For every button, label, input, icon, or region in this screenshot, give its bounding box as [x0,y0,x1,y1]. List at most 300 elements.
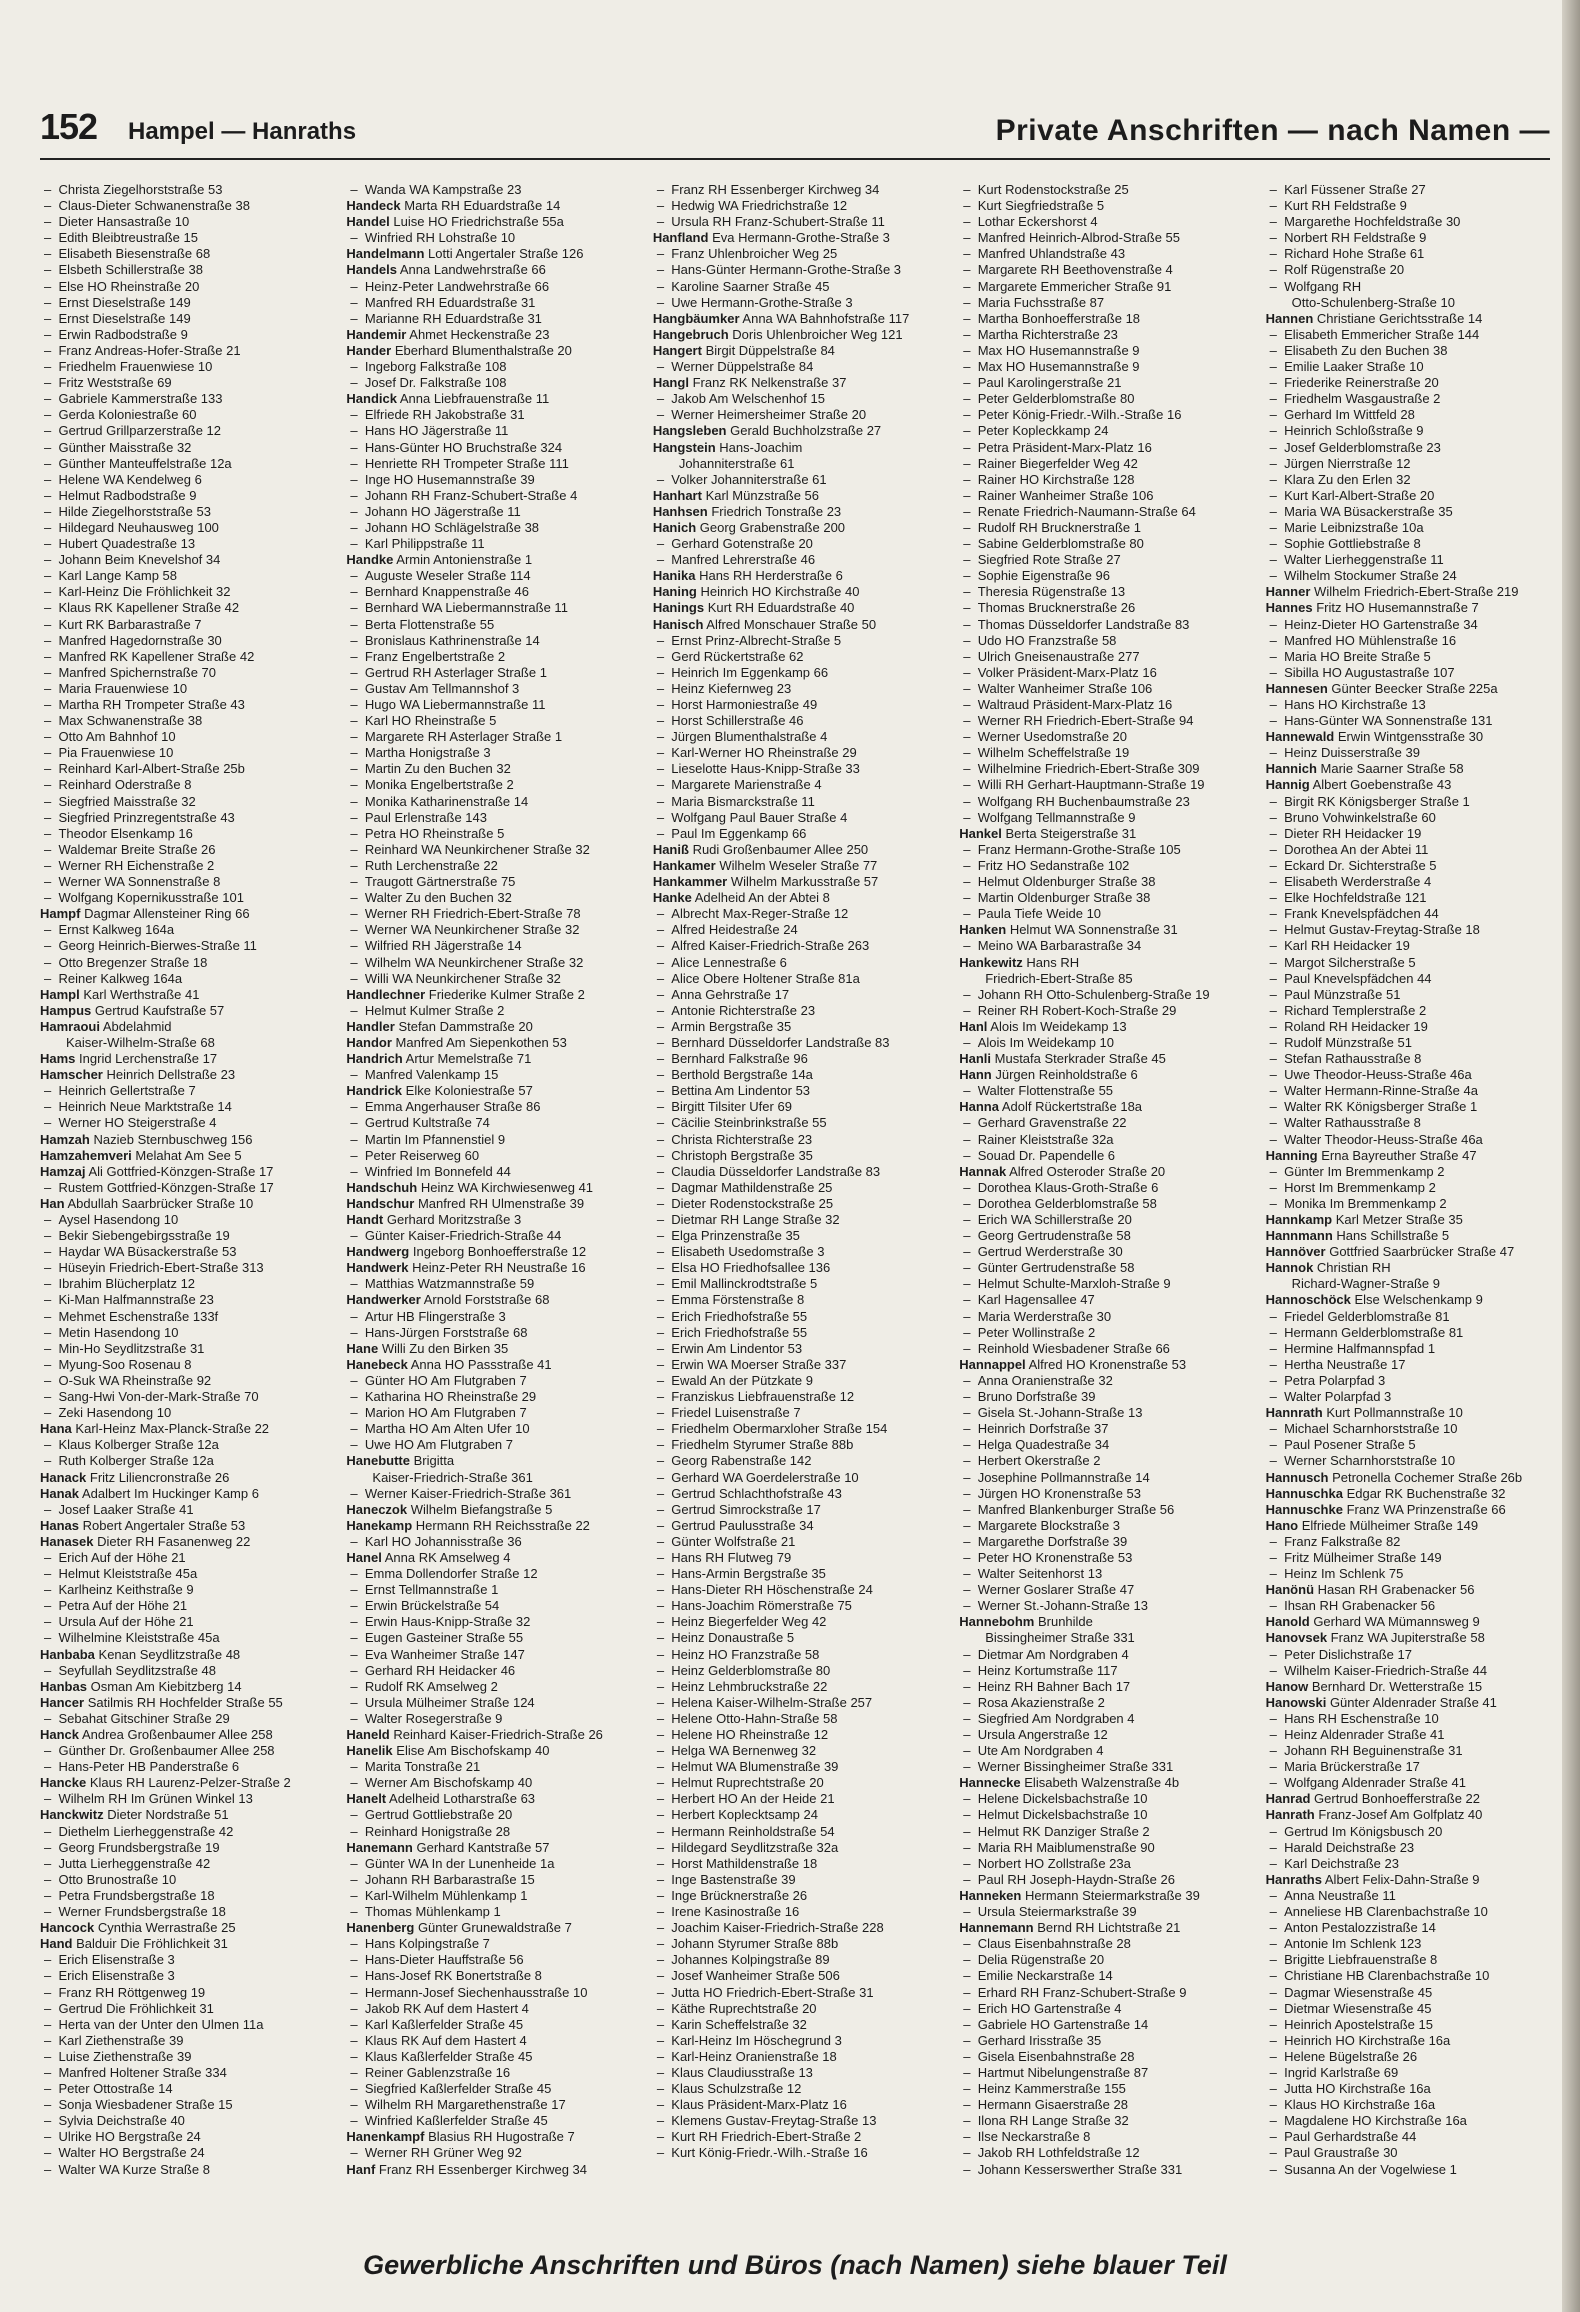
directory-entry: – Hermann Gisaerstraße 28 [959,2097,1255,2113]
surname-entry [40,906,336,922]
directory-entry: – Cäcilie Steinbrinkstraße 55 [653,1115,949,1131]
surname-entry [346,1502,642,1518]
directory-entry: – Siegfried Rote Straße 27 [959,552,1255,568]
surname-entry [346,1840,642,1856]
directory-entry: – Claudia Düsseldorfer Landstraße 83 [653,1164,949,1180]
directory-entry: – Hans-Günter WA Sonnenstraße 131 [1266,713,1562,729]
directory-entry: – Heinz Kiefernweg 23 [653,681,949,697]
directory-entry: – Josef Wanheimer Straße 506 [653,1968,949,1984]
directory-entry: – Pia Frauenwiese 10 [40,745,336,761]
surname-entry [1266,1148,1562,1164]
directory-entry: – Georg Heinrich-Bierwes-Straße 11 [40,938,336,954]
directory-entry: – Maria Fuchsstraße 87 [959,295,1255,311]
directory-entry: – Hans-Peter HB Panderstraße 6 [40,1759,336,1775]
directory-entry: – Martin Oldenburger Straße 38 [959,890,1255,906]
directory-entry: – Marion HO Am Flutgraben 7 [346,1405,642,1421]
directory-entry: – Sophie Eigenstraße 96 [959,568,1255,584]
surname: Hancke [40,1775,87,1791]
surname-entry [653,504,949,520]
entry-details: Hans RH [1026,954,1080,970]
directory-entry: – Monika Im Bremmenkamp 2 [1266,1196,1562,1212]
surname: Hannig [1265,777,1310,793]
directory-entry: – Friedel Luisenstraße 7 [653,1405,949,1421]
entry-details: Dieter RH Fasanenweg 22 [97,1533,251,1549]
directory-entry: – Emma Förstenstraße 8 [653,1292,949,1308]
directory-entry: – Reinhard Karl-Albert-Straße 25b [40,761,336,777]
directory-entry: – Walter HO Bergstraße 24 [40,2145,336,2161]
entry-details: Karl Münzstraße 56 [705,487,819,503]
directory-entry: – Antonie Im Schlenk 123 [1266,1936,1562,1952]
surname-entry [1266,1470,1562,1486]
entry-details: Robert Angertaler Straße 53 [82,1517,246,1533]
directory-entry: – Josef Gelderblomstraße 23 [1266,440,1562,456]
directory-entry: – Gertrud Paulusstraße 34 [653,1518,949,1534]
surname-entry [653,600,949,616]
directory-entry: – O-Suk WA Rheinstraße 92 [40,1373,336,1389]
directory-entry: – Jakob Am Welschenhof 15 [653,391,949,407]
directory-entry: – Johann Beim Knevelshof 34 [40,552,336,568]
entry-details: Gerald Buchholzstraße 27 [730,423,882,439]
directory-entry: – Paul Münzstraße 51 [1266,987,1562,1003]
surname-entry [40,1486,336,1502]
directory-entry: – Helmut Kulmer Straße 2 [346,1003,642,1019]
directory-entry: – Hans-Dieter RH Höschenstraße 24 [653,1582,949,1598]
surname: Haneld [346,1727,390,1742]
surname-entry [1266,729,1562,745]
directory-entry: – Heinz Im Schlenk 75 [1266,1566,1562,1582]
surname: Handwerker [346,1292,421,1308]
directory-entry: – Horst Harmoniestraße 49 [653,697,949,713]
directory-entry: – Klara Zu den Erlen 32 [1266,472,1562,488]
surname-entry [959,922,1255,938]
surname: Hampus [40,1002,92,1018]
directory-entry: – Luise Ziethenstraße 39 [40,2049,336,2065]
directory-entry: – Friedhelm Wasgaustraße 2 [1266,391,1562,407]
header-name-range: Hampel — Hanraths [128,118,357,145]
directory-entry: – Kurt König-Friedr.-Wilh.-Straße 16 [653,2145,949,2161]
entry-details: Alfred Osteroder Straße 20 [1009,1163,1166,1179]
directory-entry: – Georg Rabenstraße 142 [653,1453,949,1469]
directory-entry: – Bettina Am Lindentor 53 [653,1083,949,1099]
directory-entry: – Georg Gertrudenstraße 58 [959,1228,1255,1244]
directory-entry: – Martin Im Pfannenstiel 9 [346,1132,642,1148]
entry-details: Gerhard Moritzstraße 3 [386,1212,522,1227]
directory-entry: – Lothar Eckershorst 4 [959,214,1255,230]
surname-entry [346,1260,642,1276]
surname: Hanebeck [346,1356,408,1372]
directory-entry: – Helmut Gustav-Freytag-Straße 18 [1266,922,1562,938]
surname: Hangert [652,342,702,358]
entry-details: Jürgen Reinholdstraße 6 [995,1067,1138,1083]
directory-entry: – Thomas Düsseldorfer Landstraße 83 [959,617,1255,633]
directory-entry: – Claus-Dieter Schwanenstraße 38 [40,198,336,214]
surname-entry [346,1019,642,1035]
directory-entry: – Horst Im Bremmenkamp 2 [1266,1180,1562,1196]
directory-entry: – Rudolf RH Brucknerstraße 1 [959,520,1255,536]
entry-details: Georg Grabenstraße 200 [699,519,846,535]
surname: Hanck [40,1727,80,1742]
surname-entry [653,617,949,633]
surname: Handwerk [346,1260,409,1276]
directory-entry: – Manfred Valenkamp 15 [346,1067,642,1083]
surname-entry [1266,1486,1562,1502]
surname-entry [1266,777,1562,793]
entry-details: Edgar RK Buchenstraße 32 [1346,1485,1506,1501]
directory-entry: – Maria HO Breite Straße 5 [1266,649,1562,665]
entry-details: Bernhard Dr. Wetterstraße 15 [1311,1678,1483,1694]
entry-details: Anna WA Bahnhofstraße 117 [742,310,910,326]
directory-entry: – Marita Tonstraße 21 [346,1759,642,1775]
directory-entry: – Hans-Armin Bergstraße 35 [653,1566,949,1582]
directory-entry: – Walter Seitenhorst 13 [959,1566,1255,1582]
surname: Hanhart [652,487,702,503]
surname-entry [40,1003,336,1019]
directory-entry: – Käthe Ruprechtstraße 20 [653,2001,949,2017]
entry-details: Gerhard WA Mümannsweg 9 [1313,1614,1480,1630]
entry-details: Ingeborg Bonhoefferstraße 12 [412,1244,587,1260]
directory-entry: – Sylvia Deichstraße 40 [40,2113,336,2129]
directory-entry: – Heinz-Dieter HO Gartenstraße 34 [1266,617,1562,633]
page-footer-note: Gewerbliche Anschriften und Büros (nach Namen) siehe blauer Teil [363,2250,1227,2280]
entry-details: Eva Hermann-Grothe-Straße 3 [712,230,890,246]
directory-entry: – Zeki Hasendong 10 [40,1405,336,1421]
directory-entry: – Sang-Hwi Von-der-Mark-Straße 70 [40,1389,336,1405]
directory-entry: – Walter Rosegerstraße 9 [346,1711,642,1727]
directory-entry: – Wolfgang RH [1266,279,1562,295]
directory-entry: – Rainer Wanheimer Straße 106 [959,488,1255,504]
surname-entry [346,2129,642,2145]
directory-entry: – Herbert Okerstraße 2 [959,1453,1255,1469]
directory-entry: – Edith Bleibtreustraße 15 [40,230,336,246]
directory-entry: – Uwe HO Am Flutgraben 7 [346,1437,642,1453]
directory-entry: – Fritz Weststraße 69 [40,375,336,391]
directory-entry: – Franz RH Essenberger Kirchweg 34 [653,182,949,198]
directory-entry: – Wolfgang Tellmannstraße 9 [959,810,1255,826]
directory-entry: – Hans RH Flutweg 79 [653,1550,949,1566]
directory-entry: – Souad Dr. Papendelle 6 [959,1148,1255,1164]
directory-entry: – Otto Am Bahnhof 10 [40,729,336,745]
entry-details: Adalbert Im Huckinger Kamp 6 [81,1485,259,1501]
entry-details: Friederike Kulmer Straße 2 [428,986,585,1002]
directory-entry: – Erwin Haus-Knipp-Straße 32 [346,1614,642,1630]
surname: Hannöver [1265,1244,1326,1260]
surname: Hanfland [652,230,709,246]
directory-entry: – Thomas Mühlenkamp 1 [346,1904,642,1920]
directory-entry: – Dietmar RH Lange Straße 32 [653,1212,949,1228]
surname-entry [346,1743,642,1759]
directory-entry: – Werner RH Eichenstraße 2 [40,858,336,874]
directory-entry: – Volker Präsident-Marx-Platz 16 [959,665,1255,681]
directory-entry: – Günter Wolfstraße 21 [653,1534,949,1550]
directory-entry: – Frank Knevelspfädchen 44 [1266,906,1562,922]
directory-entry: – Helmut Ruprechtstraße 20 [653,1775,949,1791]
directory-entry: – Karl-Werner HO Rheinstraße 29 [653,745,949,761]
entry-details: Dagmar Allensteiner Ring 66 [84,906,250,922]
directory-entry: – Werner RH Friedrich-Ebert-Straße 94 [959,713,1255,729]
surname-entry [346,214,642,230]
directory-entry: – Gertrud Schlachthofstraße 43 [653,1486,949,1502]
directory-entry: – Dieter Hansastraße 10 [40,214,336,230]
directory-entry: – Metin Hasendong 10 [40,1325,336,1341]
entry-details: Abdelahmid [102,1018,172,1034]
surname: Hannes [1265,600,1313,616]
directory-entry: – Franz Falkstraße 82 [1266,1534,1562,1550]
directory-entry: – Elisabeth Zu den Buchen 38 [1266,343,1562,359]
entry-details: Willi Zu den Birken 35 [381,1340,509,1356]
entry-details: Adolf Rückertstraße 18a [1001,1099,1143,1115]
surname: Hanenberg [346,1920,415,1936]
surname-entry [1266,1679,1562,1695]
surname-entry [959,1920,1255,1936]
entry-details: Franz RK Nelkenstraße 37 [692,375,847,391]
directory-entry: – Maria RH Maiblumenstraße 90 [959,1840,1255,1856]
entry-details: Fritz HO Husemannstraße 7 [1316,600,1479,616]
directory-entry: – Elga Prinzenstraße 35 [653,1228,949,1244]
directory-entry: – Hubert Quadestraße 13 [40,536,336,552]
entry-details: Alfred HO Kronenstraße 53 [1028,1356,1187,1372]
entry-continuation: Kaiser-Wilhelm-Straße 68 [66,1034,215,1050]
directory-entry: – Magdalene HO Kirchstraße 16a [1266,2113,1562,2129]
directory-entry: – Christoph Bergstraße 35 [653,1148,949,1164]
directory-entry: – Ruth Kolberger Straße 12a [40,1453,336,1469]
directory-entry: – Peter König-Friedr.-Wilh.-Straße 16 [959,407,1255,423]
directory-entry: – Heinz-Peter Landwehrstraße 66 [346,279,642,295]
directory-entry: – Petra Polarpfad 3 [1266,1373,1562,1389]
entry-details: Franz WA Prinzenstraße 66 [1346,1501,1506,1517]
entry-details: Hans RH Herderstraße 6 [699,568,843,584]
directory-entry: – Eckard Dr. Sichterstraße 5 [1266,858,1562,874]
surname: Hanas [40,1517,80,1533]
directory-entry: – Hartmut Nibelungenstraße 87 [959,2065,1255,2081]
surname: Haneczok [346,1501,408,1517]
directory-entry: – Hans-Josef RK Bonertstraße 8 [346,1968,642,1984]
directory-entry: – Karl HO Rheinstraße 5 [346,713,642,729]
directory-entry: – Erich Friedhofstraße 55 [653,1325,949,1341]
directory-entry: – Ursula RH Franz-Schubert-Straße 11 [653,214,949,230]
directory-column-2 [346,182,642,2232]
surname: Hancer [40,1694,85,1710]
entry-details: Manfred Am Siepenkothen 53 [395,1034,567,1050]
directory-entry: – Heinz Biegerfelder Weg 42 [653,1614,949,1630]
directory-entry: – Walter Flottenstraße 55 [959,1083,1255,1099]
directory-entry: – Johann RH Barbarastraße 15 [346,1872,642,1888]
entry-details: Karl-Heinz Max-Planck-Straße 22 [75,1421,270,1437]
surname: Hannkamp [1265,1212,1333,1227]
entry-details: Nazieb Sternbuschweg 156 [93,1131,253,1147]
directory-entry: – Otto Brunostraße 10 [40,1872,336,1888]
surname: Hanckwitz [40,1807,104,1823]
directory-entry: – Karl-Heinz Im Höschegrund 3 [653,2033,949,2049]
directory-entry: – Friedhelm Styrumer Straße 88b [653,1437,949,1453]
directory-entry: – Monika Katharinenstraße 14 [346,794,642,810]
entry-details: Gerhard Kantstraße 57 [416,1839,550,1855]
entry-details: Franz-Josef Am Golfplatz 40 [1318,1807,1483,1823]
directory-entry: – Elisabeth Usedomstraße 3 [653,1244,949,1260]
directory-entry: – Margarete Marienstraße 4 [653,777,949,793]
directory-entry: – Harald Deichstraße 23 [1266,1840,1562,1856]
directory-entry: – Paul Posener Straße 5 [1266,1437,1562,1453]
directory-entry: – Margarethe Hochfeldstraße 30 [1266,214,1562,230]
directory-entry: – Winfried Kaßlerfelder Straße 45 [346,2113,642,2129]
entry-details: Adelheid An der Abtei 8 [694,890,830,906]
surname-entry [653,440,949,456]
directory-entry: – Gerhard RH Heidacker 46 [346,1663,642,1679]
directory-entry: – Manfred Holtener Straße 334 [40,2065,336,2081]
directory-entry: – Dorothea An der Abtei 11 [1266,842,1562,858]
entry-details: Kurt RH Eduardstraße 40 [707,600,855,616]
entry-details: Mustafa Sterkrader Straße 45 [994,1051,1166,1067]
surname: Hanner [1265,584,1311,600]
surname-entry [653,327,949,343]
directory-column-3 [653,182,949,2232]
directory-entry: – Heinz Gelderblomstraße 80 [653,1663,949,1679]
surname-entry [653,343,949,359]
directory-entry: – Fritz Mülheimer Straße 149 [1266,1550,1562,1566]
directory-entry: – Josef Laaker Straße 41 [40,1502,336,1518]
directory-entry: – Karl RH Heidacker 19 [1266,938,1562,954]
directory-entry: – Alois Im Weidekamp 10 [959,1035,1255,1051]
directory-entry: – Siegfried Kaßlerfelder Straße 45 [346,2081,642,2097]
directory-entry: – Alice Lennestraße 6 [653,955,949,971]
directory-entry: – Peter Wollinstraße 2 [959,1325,1255,1341]
surname: Hanneken [959,1887,1022,1903]
surname: Handschuh [346,1179,418,1195]
surname-entry [1266,1518,1562,1534]
directory-entry: – Emma Angerhauser Straße 86 [346,1099,642,1115]
directory-entry: – Michael Scharnhorststraße 10 [1266,1421,1562,1437]
directory-entry: – Werner Düppelstraße 84 [653,359,949,375]
directory-entry: – Kurt RH Friedrich-Ebert-Straße 2 [653,2129,949,2145]
surname: Hampf [40,906,81,922]
directory-entry: – Kurt Rodenstockstraße 25 [959,182,1255,198]
directory-entry: – Ruth Lerchenstraße 22 [346,858,642,874]
directory-entry: – Ursula Mülheimer Straße 124 [346,1695,642,1711]
directory-entry: – Paul Im Eggenkamp 66 [653,826,949,842]
directory-entry: – Heinrich Gellertstraße 7 [40,1083,336,1099]
surname: Handelmann [346,246,425,262]
entry-details: Friedrich Tonstraße 23 [711,503,842,519]
surname-entry [40,1647,336,1663]
directory-entry: – Richard Templerstraße 2 [1266,1003,1562,1019]
directory-entry: – Helmut Radbodstraße 9 [40,488,336,504]
surname-entry [346,1292,642,1308]
directory-entry: – Erich WA Schillerstraße 20 [959,1212,1255,1228]
directory-entry: – Gisela Eisenbahnstraße 28 [959,2049,1255,2065]
directory-entry: – Hans Kolpingstraße 7 [346,1936,642,1952]
surname: Hannmann [1265,1228,1333,1244]
directory-entry: – Ernst Dieselstraße 149 [40,295,336,311]
entry-details: Erwin Wintgensstraße 30 [1337,729,1484,745]
surname-entry [346,1196,642,1212]
surname-entry [959,955,1255,971]
surname: Hanow [1265,1678,1309,1694]
directory-entry: – Günther Maisstraße 32 [40,440,336,456]
directory-entry: – Rainer Biegerfelder Weg 42 [959,456,1255,472]
directory-entry: – Else HO Rheinstraße 20 [40,279,336,295]
directory-entry: – Peter Ottostraße 14 [40,2081,336,2097]
surname: Hankamer [652,857,716,873]
surname: Hannemann [959,1920,1034,1936]
surname-entry [653,311,949,327]
directory-column-5 [1266,182,1562,2232]
entry-details: Andrea Großenbaumer Allee 258 [81,1727,273,1742]
directory-entry: – Emil Mallinckrodtstraße 5 [653,1276,949,1292]
entry-details: Eberhard Blumenthalstraße 20 [394,342,572,358]
directory-entry: – Franz Uhlenbroicher Weg 25 [653,246,949,262]
surname: Hanekamp [346,1517,413,1533]
directory-entry: – Helmut Schulte-Marxloh-Straße 9 [959,1276,1255,1292]
directory-entry: – Christa Richterstraße 23 [653,1132,949,1148]
entry-details: Adelheid Lotharstraße 63 [389,1791,536,1807]
surname-entry [346,1357,642,1373]
entry-details: Anna Landwehrstraße 66 [399,262,546,278]
surname-entry [959,826,1255,842]
directory-entry: – Hildegard Neuhausweg 100 [40,520,336,536]
directory-entry: – Gerhard Irisstraße 35 [959,2033,1255,2049]
directory-entry: – Günther Dr. Großenbaumer Allee 258 [40,1743,336,1759]
directory-entry: – Sonja Wiesbadener Straße 15 [40,2097,336,2113]
directory-entry: – Erwin Brückelstraße 54 [346,1598,642,1614]
directory-entry: – Werner RH Grüner Weg 92 [346,2145,642,2161]
surname: Hanold [1265,1614,1310,1630]
surname-entry [40,1936,336,1952]
surname: Hane [346,1340,379,1356]
surname-entry [1266,600,1562,616]
surname: Hanönü [1265,1582,1315,1598]
entry-details: Gertrud Kaufstraße 57 [94,1002,225,1018]
directory-entry: – Friedhelm Obermarxloher Straße 154 [653,1421,949,1437]
directory-entry: – Hugo WA Liebermannstraße 11 [346,697,642,713]
entry-details: Melahat Am See 5 [135,1147,242,1163]
directory-entry: – Werner Heimersheimer Straße 20 [653,407,949,423]
entry-details: Satilmis RH Hochfelder Straße 55 [87,1694,283,1710]
entry-details: Hasan RH Grabenacker 56 [1317,1582,1475,1598]
directory-entry: – Antonie Richterstraße 23 [653,1003,949,1019]
directory-entry: – Erich HO Gartenstraße 4 [959,2001,1255,2017]
directory-entry: – Gertrud Simrockstraße 17 [653,1502,949,1518]
directory-entry: – Franz Hermann-Grothe-Straße 105 [959,842,1255,858]
surname-entry [40,1695,336,1711]
surname-entry [653,520,949,536]
directory-entry: – Renate Friedrich-Naumann-Straße 64 [959,504,1255,520]
entry-details: Klaus RH Laurenz-Pelzer-Straße 2 [89,1775,291,1791]
surname-entry [346,1212,642,1228]
surname-entry [653,584,949,600]
directory-entry: – Peter Gelderblomstraße 80 [959,391,1255,407]
entry-details: Hermann Steiermarkstraße 39 [1024,1887,1200,1903]
directory-entry: – Anna Neustraße 11 [1266,1888,1562,1904]
directory-entry: – Karl-Heinz Oranienstraße 18 [653,2049,949,2065]
directory-entry: – Klaus Kaßlerfelder Straße 45 [346,2049,642,2065]
directory-entry: – Herbert HO An der Heide 21 [653,1791,949,1807]
directory-entry: – Dieter RH Heidacker 19 [1266,826,1562,842]
directory-entry: – Marie Leibnizstraße 10a [1266,520,1562,536]
directory-entry: – Gabriele HO Gartenstraße 14 [959,2017,1255,2033]
surname-entry [40,1067,336,1083]
surname-entry [40,987,336,1003]
directory-entry: – Wilhelm RH Im Grünen Winkel 13 [40,1791,336,1807]
directory-column-4 [959,182,1255,2232]
surname: Hannich [1265,761,1317,777]
directory-entry: – Kurt RK Barbarastraße 7 [40,617,336,633]
directory-entry: – Bruno Dorfstraße 39 [959,1389,1255,1405]
surname: Hamscher [40,1067,103,1083]
directory-entry: – Delia Rügenstraße 20 [959,1952,1255,1968]
directory-entry: – Klaus Claudiusstraße 13 [653,2065,949,2081]
directory-entry: – Gerd Rückertstraße 62 [653,649,949,665]
directory-entry: – Walter Hermann-Rinne-Straße 4a [1266,1083,1562,1099]
surname: Hangsleben [652,423,727,439]
